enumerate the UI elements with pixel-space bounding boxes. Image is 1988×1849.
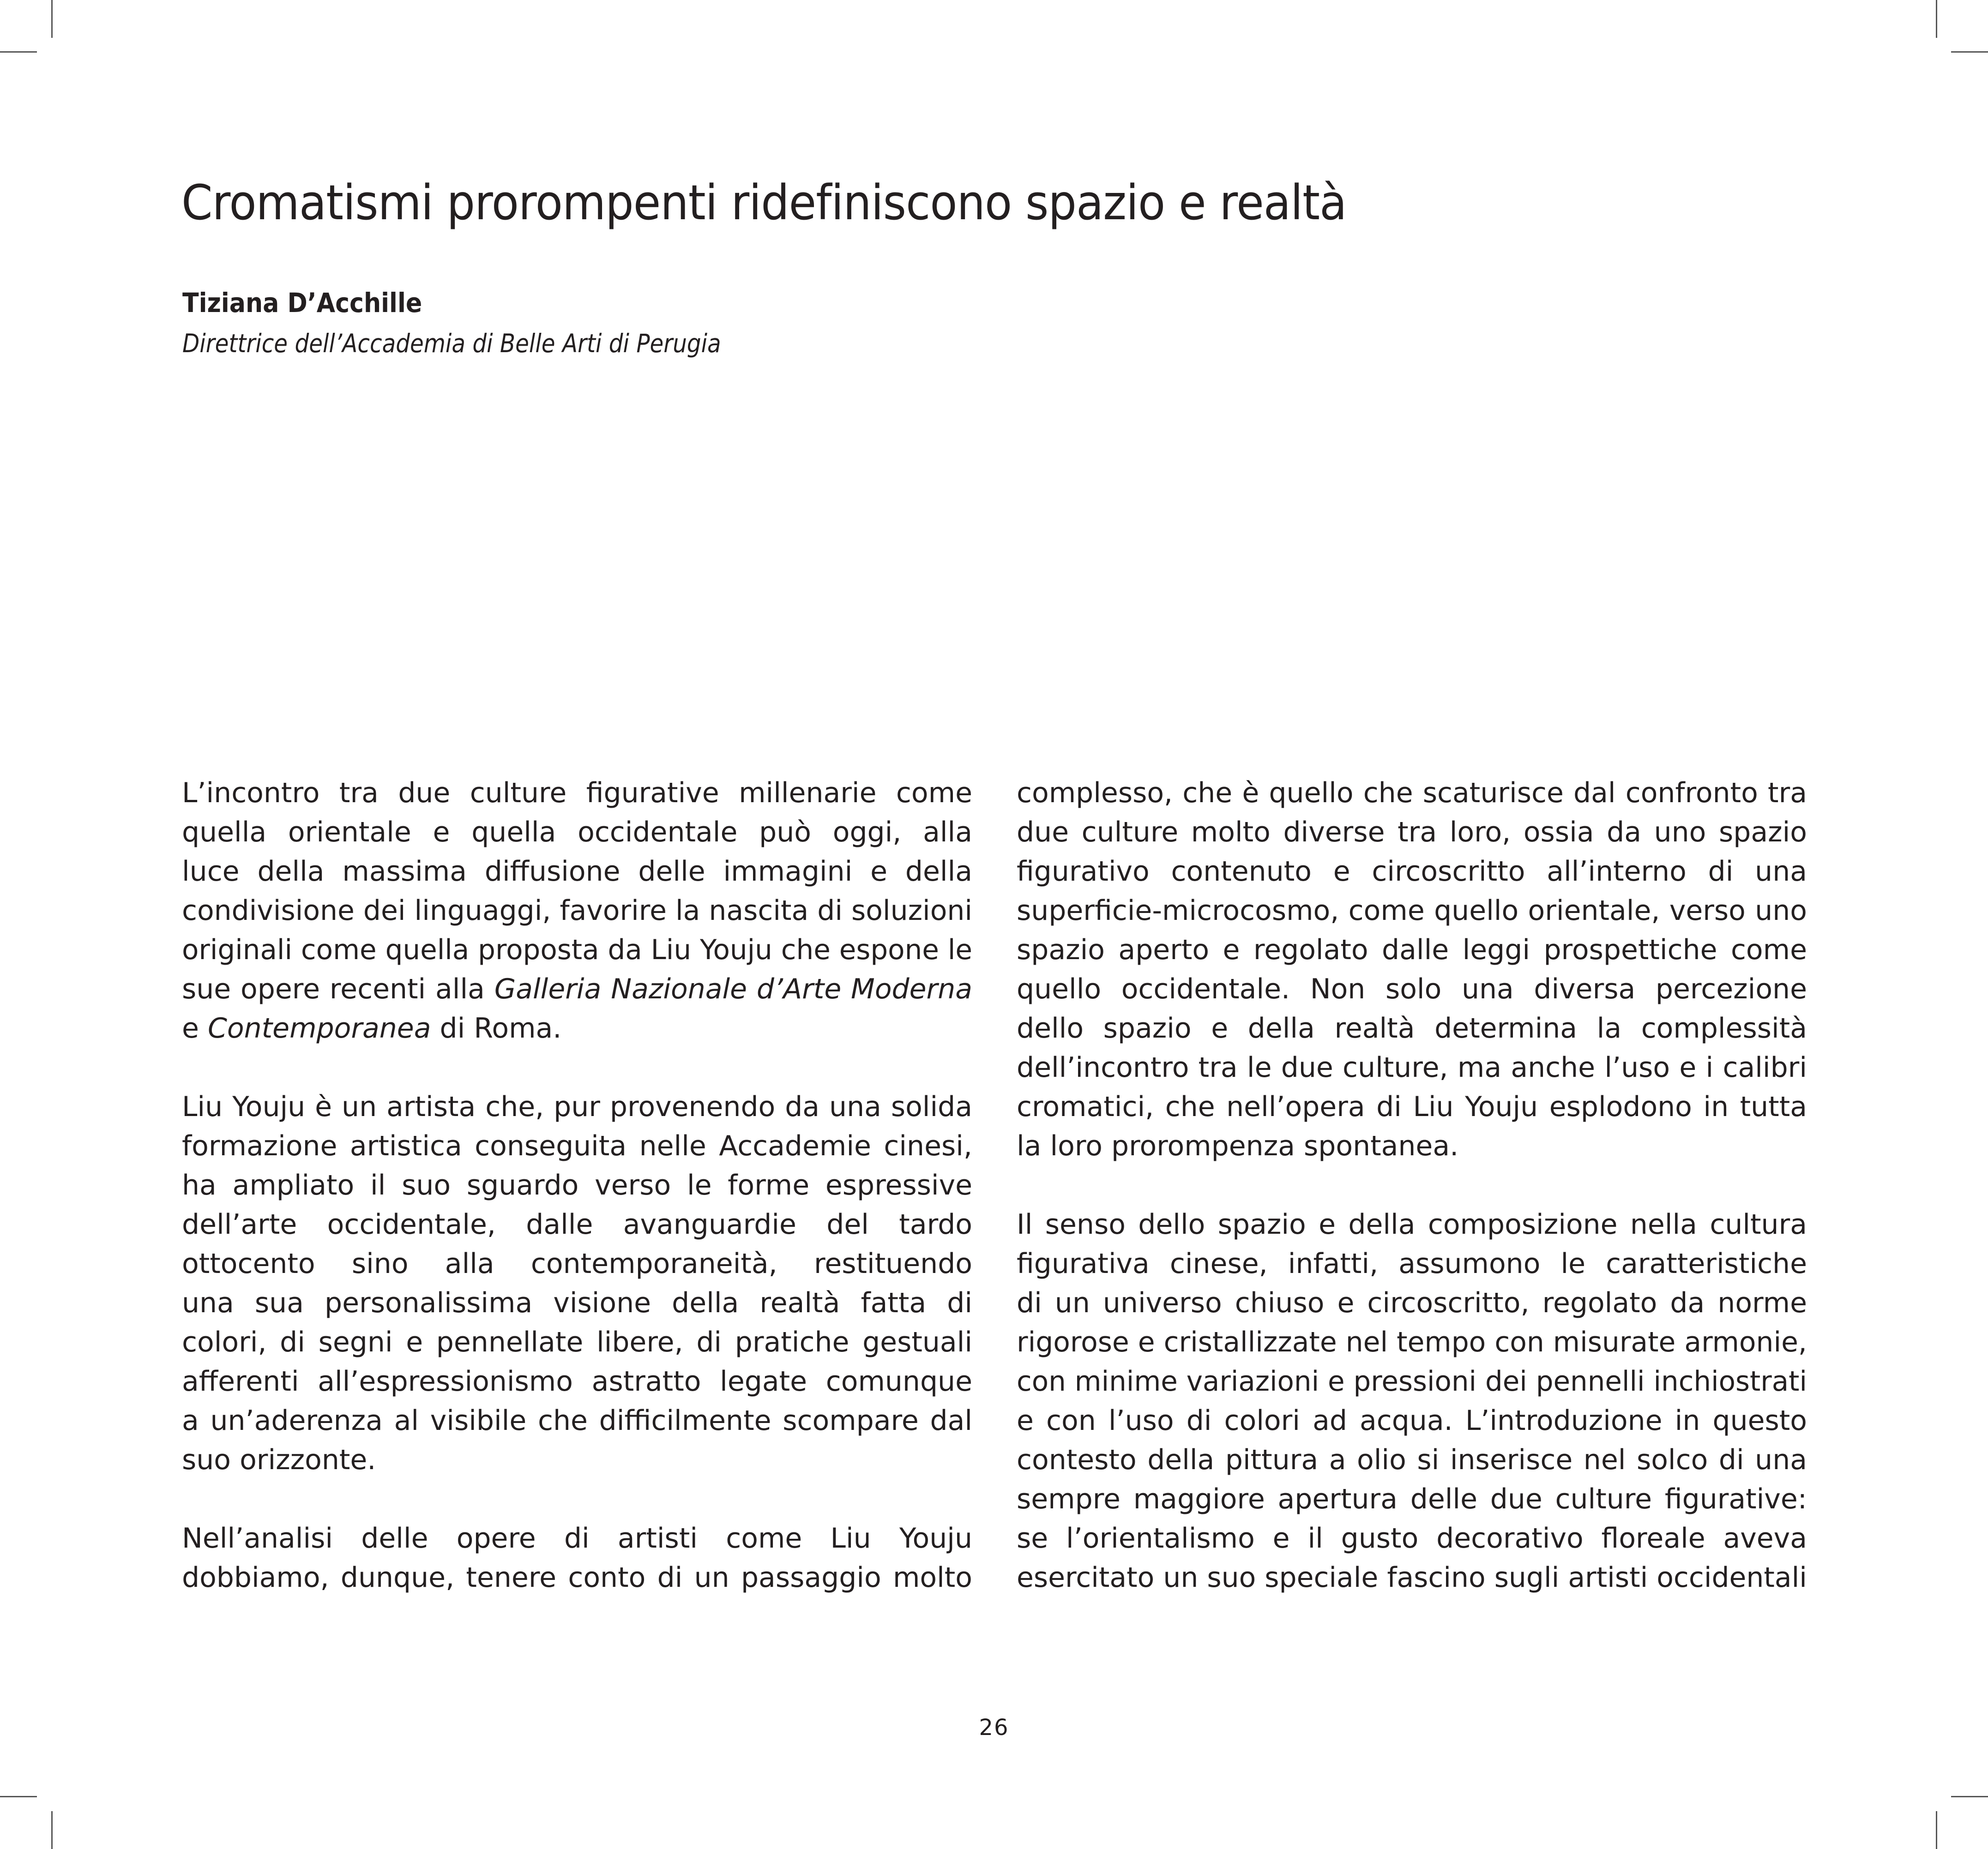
- page-number: 26: [979, 1715, 1009, 1741]
- text-line: [1017, 1048, 1807, 1087]
- text-run: spazio aperto e regolato dalle leggi prospettiche come: [1017, 934, 1807, 966]
- paragraph: [182, 1519, 972, 1597]
- text-run: sue opere recenti alla: [182, 973, 494, 1005]
- crop-mark-top-right-vertical: [1936, 0, 1937, 38]
- text-line: [1017, 1362, 1807, 1401]
- text-run: ottocento sino alla contemporaneità, restituendo: [182, 1248, 972, 1280]
- paragraph: [1017, 1205, 1807, 1597]
- text-run: e con l’uso di colori ad acqua. L’introduzione in questo: [1017, 1405, 1807, 1437]
- text-line: [182, 1519, 972, 1558]
- text-column-left: [182, 774, 972, 1637]
- text-run: dello spazio e della realtà determina la complessità: [1017, 1012, 1807, 1045]
- text-run: di Roma.: [431, 1012, 562, 1045]
- text-line: [182, 891, 972, 931]
- text-line: [1017, 813, 1807, 852]
- text-run: Il senso dello spazio e della composizione nella cultura: [1017, 1208, 1807, 1241]
- text-line: [182, 1323, 972, 1362]
- text-run: esercitato un suo speciale fascino sugli artisti occidentali: [1017, 1561, 1807, 1594]
- text-line: [182, 1401, 972, 1441]
- text-run: condivisione dei linguaggi, favorire la nascita di soluzioni: [182, 894, 973, 927]
- crop-mark-bottom-left-vertical: [51, 1811, 53, 1849]
- text-line: [182, 1244, 972, 1284]
- text-run: e: [182, 1012, 208, 1045]
- text-line: [1017, 970, 1807, 1009]
- text-line: [1017, 1009, 1807, 1048]
- text-line: [1017, 1323, 1807, 1362]
- text-run: superficie-microcosmo, come quello orientale, verso uno: [1017, 894, 1807, 927]
- text-line: [182, 1127, 972, 1166]
- text-line: [1017, 1244, 1807, 1284]
- text-run: contesto della pittura a olio si inserisce nel solco di una: [1017, 1444, 1807, 1476]
- text-run: con minime variazioni e pressioni dei pennelli inchiostrati: [1017, 1365, 1807, 1398]
- text-run: L’incontro tra due culture figurative millenarie come: [182, 777, 972, 809]
- text-run: complesso, che è quello che scaturisce dal confronto tra: [1017, 777, 1807, 809]
- text-run: se l’orientalismo e il gusto decorativo floreale aveva: [1017, 1522, 1807, 1555]
- text-run: originali come quella proposta da Liu Youju che espone le: [182, 934, 972, 966]
- text-line: [182, 1362, 972, 1401]
- text-line: [1017, 1519, 1807, 1558]
- text-run: formazione artistica conseguita nelle Accademie cinesi,: [182, 1130, 972, 1162]
- text-run: rigorose e cristallizzate nel tempo con misurate armonie,: [1017, 1326, 1807, 1358]
- text-line: [1017, 1205, 1807, 1244]
- text-run: la loro prorompenza spontanea.: [1017, 1130, 1459, 1162]
- text-line: [182, 1087, 972, 1127]
- text-run: dell’incontro tra le due culture, ma anche l’uso e i calibri: [1017, 1051, 1807, 1084]
- text-line: [182, 931, 972, 970]
- text-line: [182, 774, 972, 813]
- paragraph: [1017, 774, 1807, 1166]
- text-line: [182, 1441, 972, 1480]
- text-line: [182, 1166, 972, 1205]
- text-run: due culture molto diverse tra loro, ossia da uno spazio: [1017, 816, 1807, 848]
- text-line: [182, 1009, 972, 1048]
- text-line: [1017, 931, 1807, 970]
- text-line: [1017, 1558, 1807, 1597]
- text-run: luce della massima diffusione delle immagini e della: [182, 855, 972, 888]
- text-run: suo orizzonte.: [182, 1444, 376, 1476]
- text-run: cromatici, che nell’opera di Liu Youju esplodono in tutta: [1017, 1091, 1807, 1123]
- text-run: di un universo chiuso e circoscritto, regolato da norme: [1017, 1287, 1807, 1319]
- text-line: [1017, 1441, 1807, 1480]
- text-run: a un’aderenza al visibile che difficilmente scompare dal: [182, 1405, 972, 1437]
- text-line: [182, 1558, 972, 1597]
- paragraph: [182, 1087, 972, 1480]
- text-line: [182, 970, 972, 1009]
- text-line: [182, 1284, 972, 1323]
- text-line: [1017, 1480, 1807, 1519]
- text-run: figurativa cinese, infatti, assumono le caratteristiche: [1017, 1248, 1807, 1280]
- text-line: [182, 813, 972, 852]
- author-name: Tiziana D’Acchille: [182, 287, 422, 318]
- author-role: Direttrice dell’Accademia di Belle Arti di Perugia: [182, 329, 721, 358]
- italic-text-run: Galleria Nazionale d’Arte Moderna: [494, 973, 972, 1005]
- text-run: figurativo contenuto e circoscritto all’interno di una: [1017, 855, 1807, 888]
- text-run: quella orientale e quella occidentale può oggi, alla: [182, 816, 972, 848]
- paragraph: [182, 774, 972, 1048]
- crop-mark-top-right-horizontal: [1951, 51, 1988, 53]
- crop-mark-top-left-horizontal: [0, 51, 37, 53]
- text-run: dell’arte occidentale, dalle avanguardie del tardo: [182, 1208, 972, 1241]
- text-run: colori, di segni e pennellate libere, di pratiche gestuali: [182, 1326, 972, 1358]
- crop-mark-bottom-right-vertical: [1936, 1811, 1937, 1849]
- text-line: [182, 852, 972, 891]
- text-column-right: [1017, 774, 1807, 1637]
- text-run: una sua personalissima visione della realtà fatta di: [182, 1287, 972, 1319]
- text-line: [1017, 1401, 1807, 1441]
- text-line: [1017, 852, 1807, 891]
- crop-mark-bottom-right-horizontal: [1951, 1796, 1988, 1797]
- text-run: afferenti all’espressionismo astratto legate comunque: [182, 1365, 972, 1398]
- text-line: [182, 1205, 972, 1244]
- text-run: quello occidentale. Non solo una diversa percezione: [1017, 973, 1807, 1005]
- text-line: [1017, 774, 1807, 813]
- text-line: [1017, 891, 1807, 931]
- page-title: Cromatismi prorompenti ridefiniscono spazio e realtà: [181, 174, 1347, 231]
- text-run: dobbiamo, dunque, tenere conto di un passaggio molto: [182, 1561, 972, 1594]
- text-run: Nell’analisi delle opere di artisti come Liu Youju: [182, 1522, 972, 1555]
- text-run: sempre maggiore apertura delle due culture figurative:: [1017, 1483, 1807, 1515]
- crop-mark-bottom-left-horizontal: [0, 1796, 37, 1797]
- crop-mark-top-left-vertical: [51, 0, 53, 38]
- text-line: [1017, 1087, 1807, 1127]
- text-line: [1017, 1284, 1807, 1323]
- text-run: ha ampliato il suo sguardo verso le forme espressive: [182, 1169, 972, 1201]
- text-run: Liu Youju è un artista che, pur provenendo da una solida: [182, 1091, 972, 1123]
- text-line: [1017, 1127, 1807, 1166]
- italic-text-run: Contemporanea: [208, 1012, 431, 1045]
